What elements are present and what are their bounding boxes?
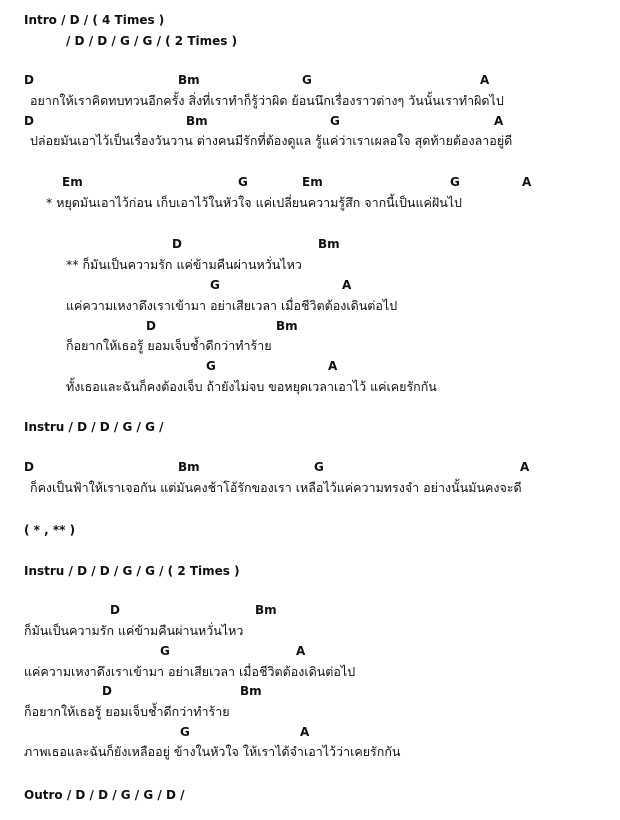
repeat-marker: ( * , ** ) bbox=[24, 523, 76, 537]
chord: A bbox=[296, 644, 306, 658]
chord: A bbox=[522, 175, 532, 189]
chord: Bm bbox=[240, 684, 262, 698]
chord: G bbox=[450, 175, 460, 189]
chord: A bbox=[328, 359, 338, 373]
lyric-line: ภาพเธอและฉันก็ยังเหลืออยู่ ข้างในหัวใจ ให้เราได้จำเอาไว้ว่าเคยรักกัน bbox=[24, 744, 401, 759]
lyric-line: ก็อยากให้เธอรู้ ยอมเจ็บช้ำดีกว่าทำร้าย bbox=[66, 338, 272, 353]
chord: Bm bbox=[178, 73, 200, 87]
lyric-line: ปล่อยมันเอาไว้เป็นเรื่องวันวาน ต่างคนมีรักที่ต้องดูแล รู้แค่ว่าเราเผลอใจ สุดท้ายต้องลาอยู่ดี bbox=[30, 133, 513, 148]
chord: G bbox=[302, 73, 312, 87]
chord: A bbox=[494, 114, 504, 128]
chord: D bbox=[146, 319, 156, 333]
chord: Em bbox=[62, 175, 83, 189]
chord: D bbox=[24, 460, 34, 474]
chord: G bbox=[206, 359, 216, 373]
chord: Bm bbox=[186, 114, 208, 128]
lyric-line: ** ก็มันเป็นความรัก แค่ข้ามคืนผ่านหวั่นไหว bbox=[66, 257, 302, 272]
intro-line: Intro / D / ( 4 Times ) bbox=[24, 13, 165, 27]
chord: D bbox=[24, 114, 34, 128]
lyric-line: ทั้งเธอและฉันก็คงต้องเจ็บ ถ้ายังไม่จบ ขอหยุดเวลาเอาไว้ แค่เคยรักกัน bbox=[66, 379, 437, 394]
chord: D bbox=[110, 603, 120, 617]
chord: D bbox=[102, 684, 112, 698]
chord: G bbox=[314, 460, 324, 474]
lyric-line: ก็อยากให้เธอรู้ ยอมเจ็บช้ำดีกว่าทำร้าย bbox=[24, 704, 230, 719]
chord: G bbox=[210, 278, 220, 292]
intro-line: / D / D / G / G / ( 2 Times ) bbox=[66, 34, 238, 48]
lyric-line: * หยุดมันเอาไว้ก่อน เก็บเอาไว้ในหัวใจ แค่เปลี่ยนความรู้สึก จากนี้เป็นแค่ฝันไป bbox=[46, 195, 462, 210]
lyric-line: แค่ความเหงาดึงเราเข้ามา อย่าเสียเวลา เมื่อชีวิตต้องเดินต่อไป bbox=[66, 298, 398, 313]
lyric-line: ก็คงเป็นฟ้าให้เราเจอกัน แต่มันคงช้าโอ้รักของเรา เหลือไว้แค่ความทรงจำ อย่างนั้นมันคงจะดี bbox=[30, 480, 522, 495]
chord: Em bbox=[302, 175, 323, 189]
chord: Bm bbox=[178, 460, 200, 474]
chord: D bbox=[172, 237, 182, 251]
lyric-line: ก็มันเป็นความรัก แค่ข้ามคืนผ่านหวั่นไหว bbox=[24, 623, 244, 638]
chord: Bm bbox=[276, 319, 298, 333]
chord: A bbox=[342, 278, 352, 292]
lyric-line: แค่ความเหงาดึงเราเข้ามา อย่าเสียเวลา เมื่อชีวิตต้องเดินต่อไป bbox=[24, 664, 356, 679]
chord: G bbox=[160, 644, 170, 658]
instrumental-line: Instru / D / D / G / G / ( 2 Times ) bbox=[24, 564, 240, 578]
chord: A bbox=[480, 73, 490, 87]
outro-line: Outro / D / D / G / G / D / bbox=[24, 788, 185, 802]
chord: G bbox=[330, 114, 340, 128]
chord: Bm bbox=[255, 603, 277, 617]
chord: A bbox=[300, 725, 310, 739]
chord: A bbox=[520, 460, 530, 474]
chord: G bbox=[180, 725, 190, 739]
chord: G bbox=[238, 175, 248, 189]
instrumental-line: Instru / D / D / G / G / bbox=[24, 420, 164, 434]
chord: Bm bbox=[318, 237, 340, 251]
lyric-line: อยากให้เราคิดทบทวนอีกครั้ง สิ่งที่เราทำก็รู้ว่าผิด ย้อนนึกเรื่องราวต่างๆ วันนั้นเราทำผิดไป bbox=[30, 93, 504, 108]
chord: D bbox=[24, 73, 34, 87]
